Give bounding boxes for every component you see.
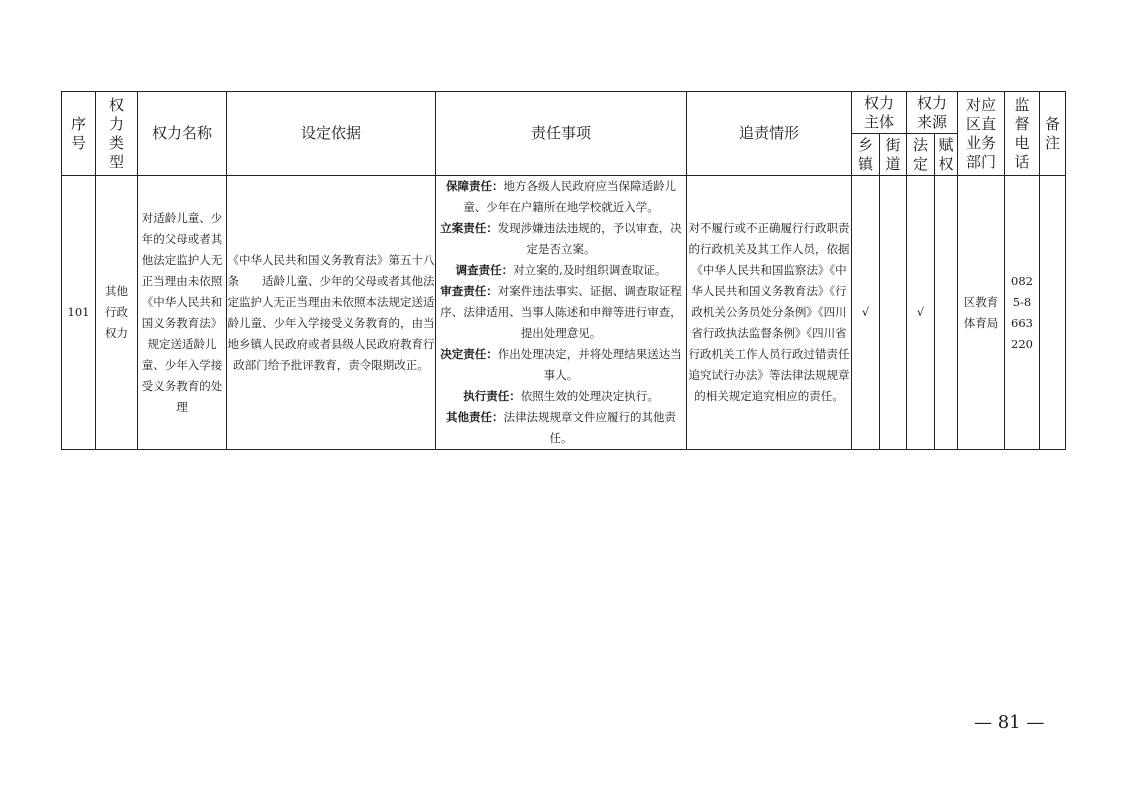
header-accountability: 追责情形 xyxy=(687,92,852,176)
cell-responsibility xyxy=(436,176,687,450)
header-source-granted: 赋权 xyxy=(935,134,958,176)
cell-source-granted-check xyxy=(935,176,958,450)
header-type: 权力类型 xyxy=(96,92,138,176)
header-subject-town: 乡镇 xyxy=(852,134,880,176)
responsibility-item: 其他责任：法律法规规章文件应履行的其他责任。 xyxy=(446,410,676,445)
cell-type: 其他行政权力 xyxy=(96,176,138,450)
header-remarks: 备注 xyxy=(1040,92,1066,176)
table-row xyxy=(62,176,1066,450)
responsibility-item: 立案责任：发现涉嫌违法违规的，予以审查，决定是否立案。 xyxy=(440,221,682,256)
cell-name: 对适龄儿童、少年的父母或者其他法定监护人无正当理由未依照《中华人民共和国义务教育法》规定送适龄儿童、少年入学接受义务教育的处理 xyxy=(138,176,227,450)
header-name: 权力名称 xyxy=(138,92,227,176)
header-basis: 设定依据 xyxy=(227,92,436,176)
responsibility-item: 决定责任：作出处理决定，并将处理结果送达当事人。 xyxy=(440,347,682,382)
header-phone: 监督电话 xyxy=(1005,92,1040,176)
header-subject-street: 街道 xyxy=(880,134,907,176)
responsibility-item: 执行责任：依照生效的处理决定执行。 xyxy=(463,389,659,403)
cell-basis: 《中华人民共和国义务教育法》第五十八条 适龄儿童、少年的父母或者其他法定监护人无正当理由未依照本法规定送适龄儿童、少年入学接受义务教育的，由当地乡镇人民政府或者县级人民政府教育行政部门给予批评教育，责令限期改正。 xyxy=(227,176,436,450)
cell-department: 区教育体育局 xyxy=(958,176,1005,450)
header-subject: 权力主体 xyxy=(852,92,907,134)
header-source-legal: 法定 xyxy=(907,134,935,176)
cell-remarks xyxy=(1040,176,1066,450)
header-source: 权力来源 xyxy=(907,92,958,134)
cell-subject-town-check: √ xyxy=(852,176,880,450)
cell-accountability: 对不履行或不正确履行行政职责的行政机关及其工作人员，依据《中华人民共和国监察法》《中华人民共和国义务教育法》《行政机关公务员处分条例》《四川省行政执法监督条例》《四川省行政机关工作人员行政过错责任追究试行办法》等法律法规规章的相关规定追究相应的责任。 xyxy=(687,176,852,450)
header-department: 对应区直业务部门 xyxy=(958,92,1005,176)
header-responsibility: 责任事项 xyxy=(436,92,687,176)
cell-source-legal-check: √ xyxy=(907,176,935,450)
header-seq: 序号 xyxy=(62,92,96,176)
page-number: — 81 — xyxy=(974,712,1045,733)
cell-seq: 101 xyxy=(62,176,96,450)
cell-phone: 0825-8663220 xyxy=(1005,176,1040,450)
responsibility-item: 调查责任：对立案的,及时组织调查取证。 xyxy=(455,263,667,277)
responsibility-item: 审查责任：对案件违法事实、证据、调查取证程序、法律适用、当事人陈述和申辩等进行审查，提出处理意见。 xyxy=(440,284,682,340)
power-list-table xyxy=(61,91,1066,450)
cell-subject-street-check xyxy=(880,176,907,450)
responsibility-item: 保障责任：地方各级人民政府应当保障适龄儿童、少年在户籍所在地学校就近入学。 xyxy=(446,179,676,214)
